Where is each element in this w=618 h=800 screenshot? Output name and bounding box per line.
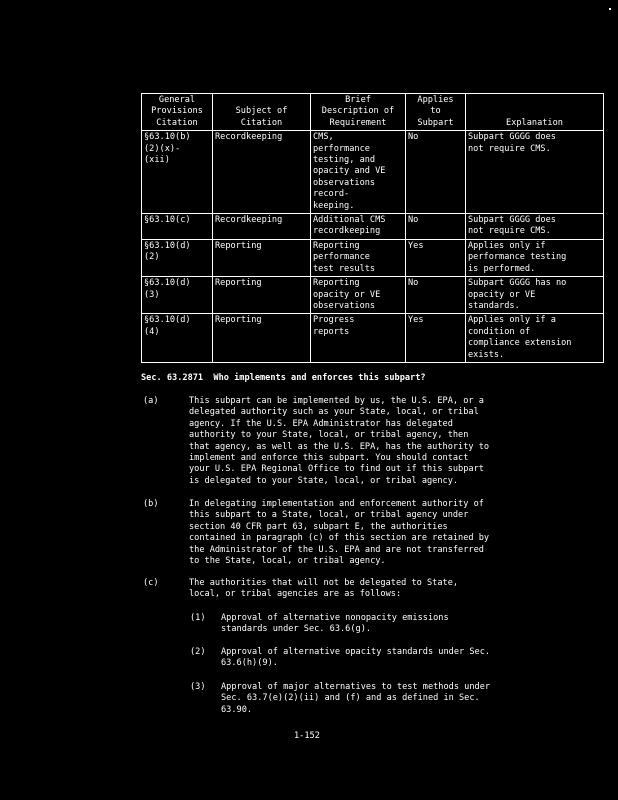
cell-subject: Reporting	[213, 239, 311, 276]
subparagraph-3-text: Approval of major alternatives to test methods under Sec. 63.7(e)(2)(ii) and (f) and as defined in Sec. 63.90.	[221, 682, 491, 715]
header-description: Brief Description of Requirement	[311, 94, 406, 131]
table-row	[142, 239, 604, 276]
scan-speck	[609, 8, 611, 10]
cell-applies: Yes	[406, 239, 466, 276]
subparagraph-1-label: (1)	[190, 613, 206, 623]
cell-subject: Recordkeeping	[213, 214, 311, 240]
cell-applies: Yes	[406, 314, 466, 363]
paragraph-a-label: (a)	[143, 396, 159, 406]
cell-citation: §63.10(d) (4)	[142, 314, 213, 363]
cell-explanation: Subpart GGGG does not require CMS.	[466, 131, 604, 214]
cell-subject: Reporting	[213, 277, 311, 314]
cell-applies: No	[406, 214, 466, 240]
cell-description: CMS, performance testing, and opacity and VE observations record- keeping.	[311, 131, 406, 214]
cell-description: Progress reports	[311, 314, 406, 363]
cell-citation: §63.10(d) (2)	[142, 239, 213, 276]
header-subject: Subject of Citation	[213, 94, 311, 131]
cell-applies: No	[406, 131, 466, 214]
cell-explanation: Applies only if performance testing is performed.	[466, 239, 604, 276]
table-row	[142, 314, 604, 363]
header-citation: General Provisions Citation	[142, 94, 213, 131]
cell-citation: §63.10(c)	[142, 214, 213, 240]
paragraph-c-label: (c)	[143, 578, 159, 588]
section-heading: Sec. 63.2871 Who implements and enforces this subpart?	[141, 373, 426, 383]
subparagraph-2-text: Approval of alternative opacity standards under Sec. 63.6(h)(9).	[221, 647, 491, 669]
cell-description: Additional CMS recordkeeping	[311, 214, 406, 240]
cell-description: Reporting opacity or VE observations	[311, 277, 406, 314]
cell-subject: Recordkeeping	[213, 131, 311, 214]
general-provisions-table	[141, 93, 604, 363]
page-number: 1-152	[294, 731, 320, 741]
cell-description: Reporting performance test results	[311, 239, 406, 276]
cell-citation: §63.10(d) (3)	[142, 277, 213, 314]
cell-applies: No	[406, 277, 466, 314]
cell-subject: Reporting	[213, 314, 311, 363]
header-explanation: Explanation	[466, 94, 604, 131]
table-row	[142, 131, 604, 214]
table-row	[142, 214, 604, 240]
cell-explanation: Subpart GGGG has no opacity or VE standards.	[466, 277, 604, 314]
paragraph-b-label: (b)	[143, 499, 159, 509]
paragraph-b-text: In delegating implementation and enforcement authority of this subpart to a State, local, or tribal agency under section 40 CFR part 63, subpart E, the authorities contained in paragraph (c) of this section are retained by the Administrator of the U.S. EPA and are not transferred to the State, local, or tribal agency.	[189, 499, 490, 567]
table-row	[142, 277, 604, 314]
cell-explanation: Applies only if a condition of compliance extension exists.	[466, 314, 604, 363]
header-applies: Applies to Subpart	[406, 94, 466, 131]
paragraph-a-text: This subpart can be implemented by us, the U.S. EPA, or a delegated authority such as your State, local, or tribal agency. If the U.S. EPA Administrator has delegated authority to your State, local, or tribal agency, then that agency, as well as the U.S. EPA, has the authority to implement and enforce this subpart. You should contact your U.S. EPA Regional Office to find out if this subpart is delegated to your State, local, or tribal agency.	[189, 396, 490, 486]
cell-citation: §63.10(b) (2)(x)- (xii)	[142, 131, 213, 214]
subparagraph-2-label: (2)	[190, 647, 206, 657]
subparagraph-1-text: Approval of alternative nonopacity emissions standards under Sec. 63.6(g).	[221, 613, 449, 635]
subparagraph-3-label: (3)	[190, 682, 206, 692]
paragraph-c-text: The authorities that will not be delegated to State, local, or tribal agencies are as follows:	[189, 578, 459, 600]
table-header-row	[142, 94, 604, 131]
cell-explanation: Subpart GGGG does not require CMS.	[466, 214, 604, 240]
